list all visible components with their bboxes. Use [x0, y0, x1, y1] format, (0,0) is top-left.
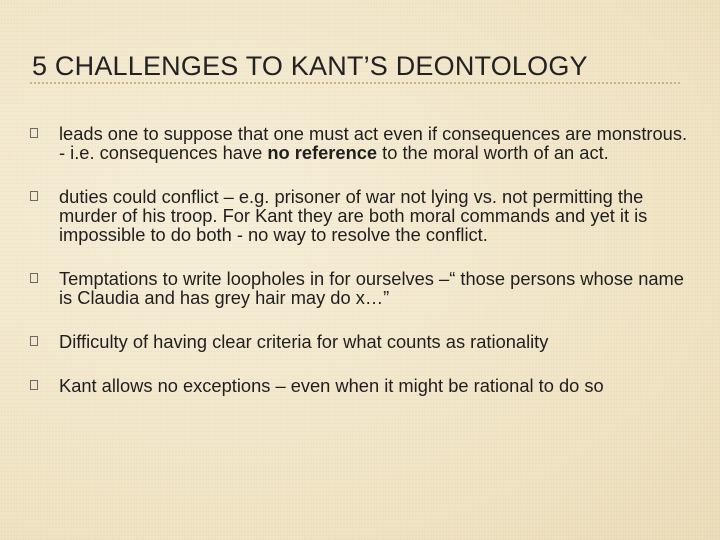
bullet-text	[59, 186, 647, 245]
bullet-text	[59, 331, 548, 352]
bullet-text	[59, 268, 684, 308]
bullet-bold-text: no reference	[267, 142, 378, 163]
empty-box-bullet-icon	[30, 273, 38, 283]
bullet-item	[30, 376, 695, 395]
empty-box-bullet-icon	[30, 128, 38, 138]
bullet-text-part: Kant allows no exceptions – even when it might be rational to do so	[59, 375, 604, 396]
empty-box-bullet-icon	[30, 191, 38, 201]
bullet-text-part: to the moral worth of an act.	[377, 142, 609, 163]
bullet-text-part: Temptations to write loopholes in for ourselves –“ those persons whose name is Claudia and has grey hair may do x…”	[59, 268, 684, 308]
bullet-text	[59, 375, 604, 396]
title-divider	[30, 82, 680, 84]
bullet-text-part: Difficulty of having clear criteria for what counts as rationality	[59, 331, 549, 352]
bullet-item	[30, 269, 695, 307]
slide-title: 5 CHALLENGES TO KANT’S DEONTOLOGY	[32, 51, 588, 81]
bullet-text-part: leads one to suppose that one must act even if consequences are monstrous. - i.e. consequences have	[59, 123, 688, 163]
bullet-text	[59, 123, 687, 163]
empty-box-bullet-icon	[30, 336, 38, 346]
empty-box-bullet-icon	[30, 380, 38, 390]
bullet-item	[30, 332, 695, 351]
bullet-text-part: duties could conflict – e.g. prisoner of war not lying vs. not permitting the murder of his troop. For Kant they are both moral commands and yet it is impossible to do both - no way to resolve the conflict.	[59, 186, 648, 245]
bullet-item	[30, 187, 695, 244]
bullet-list	[30, 124, 695, 420]
bullet-item	[30, 124, 695, 162]
